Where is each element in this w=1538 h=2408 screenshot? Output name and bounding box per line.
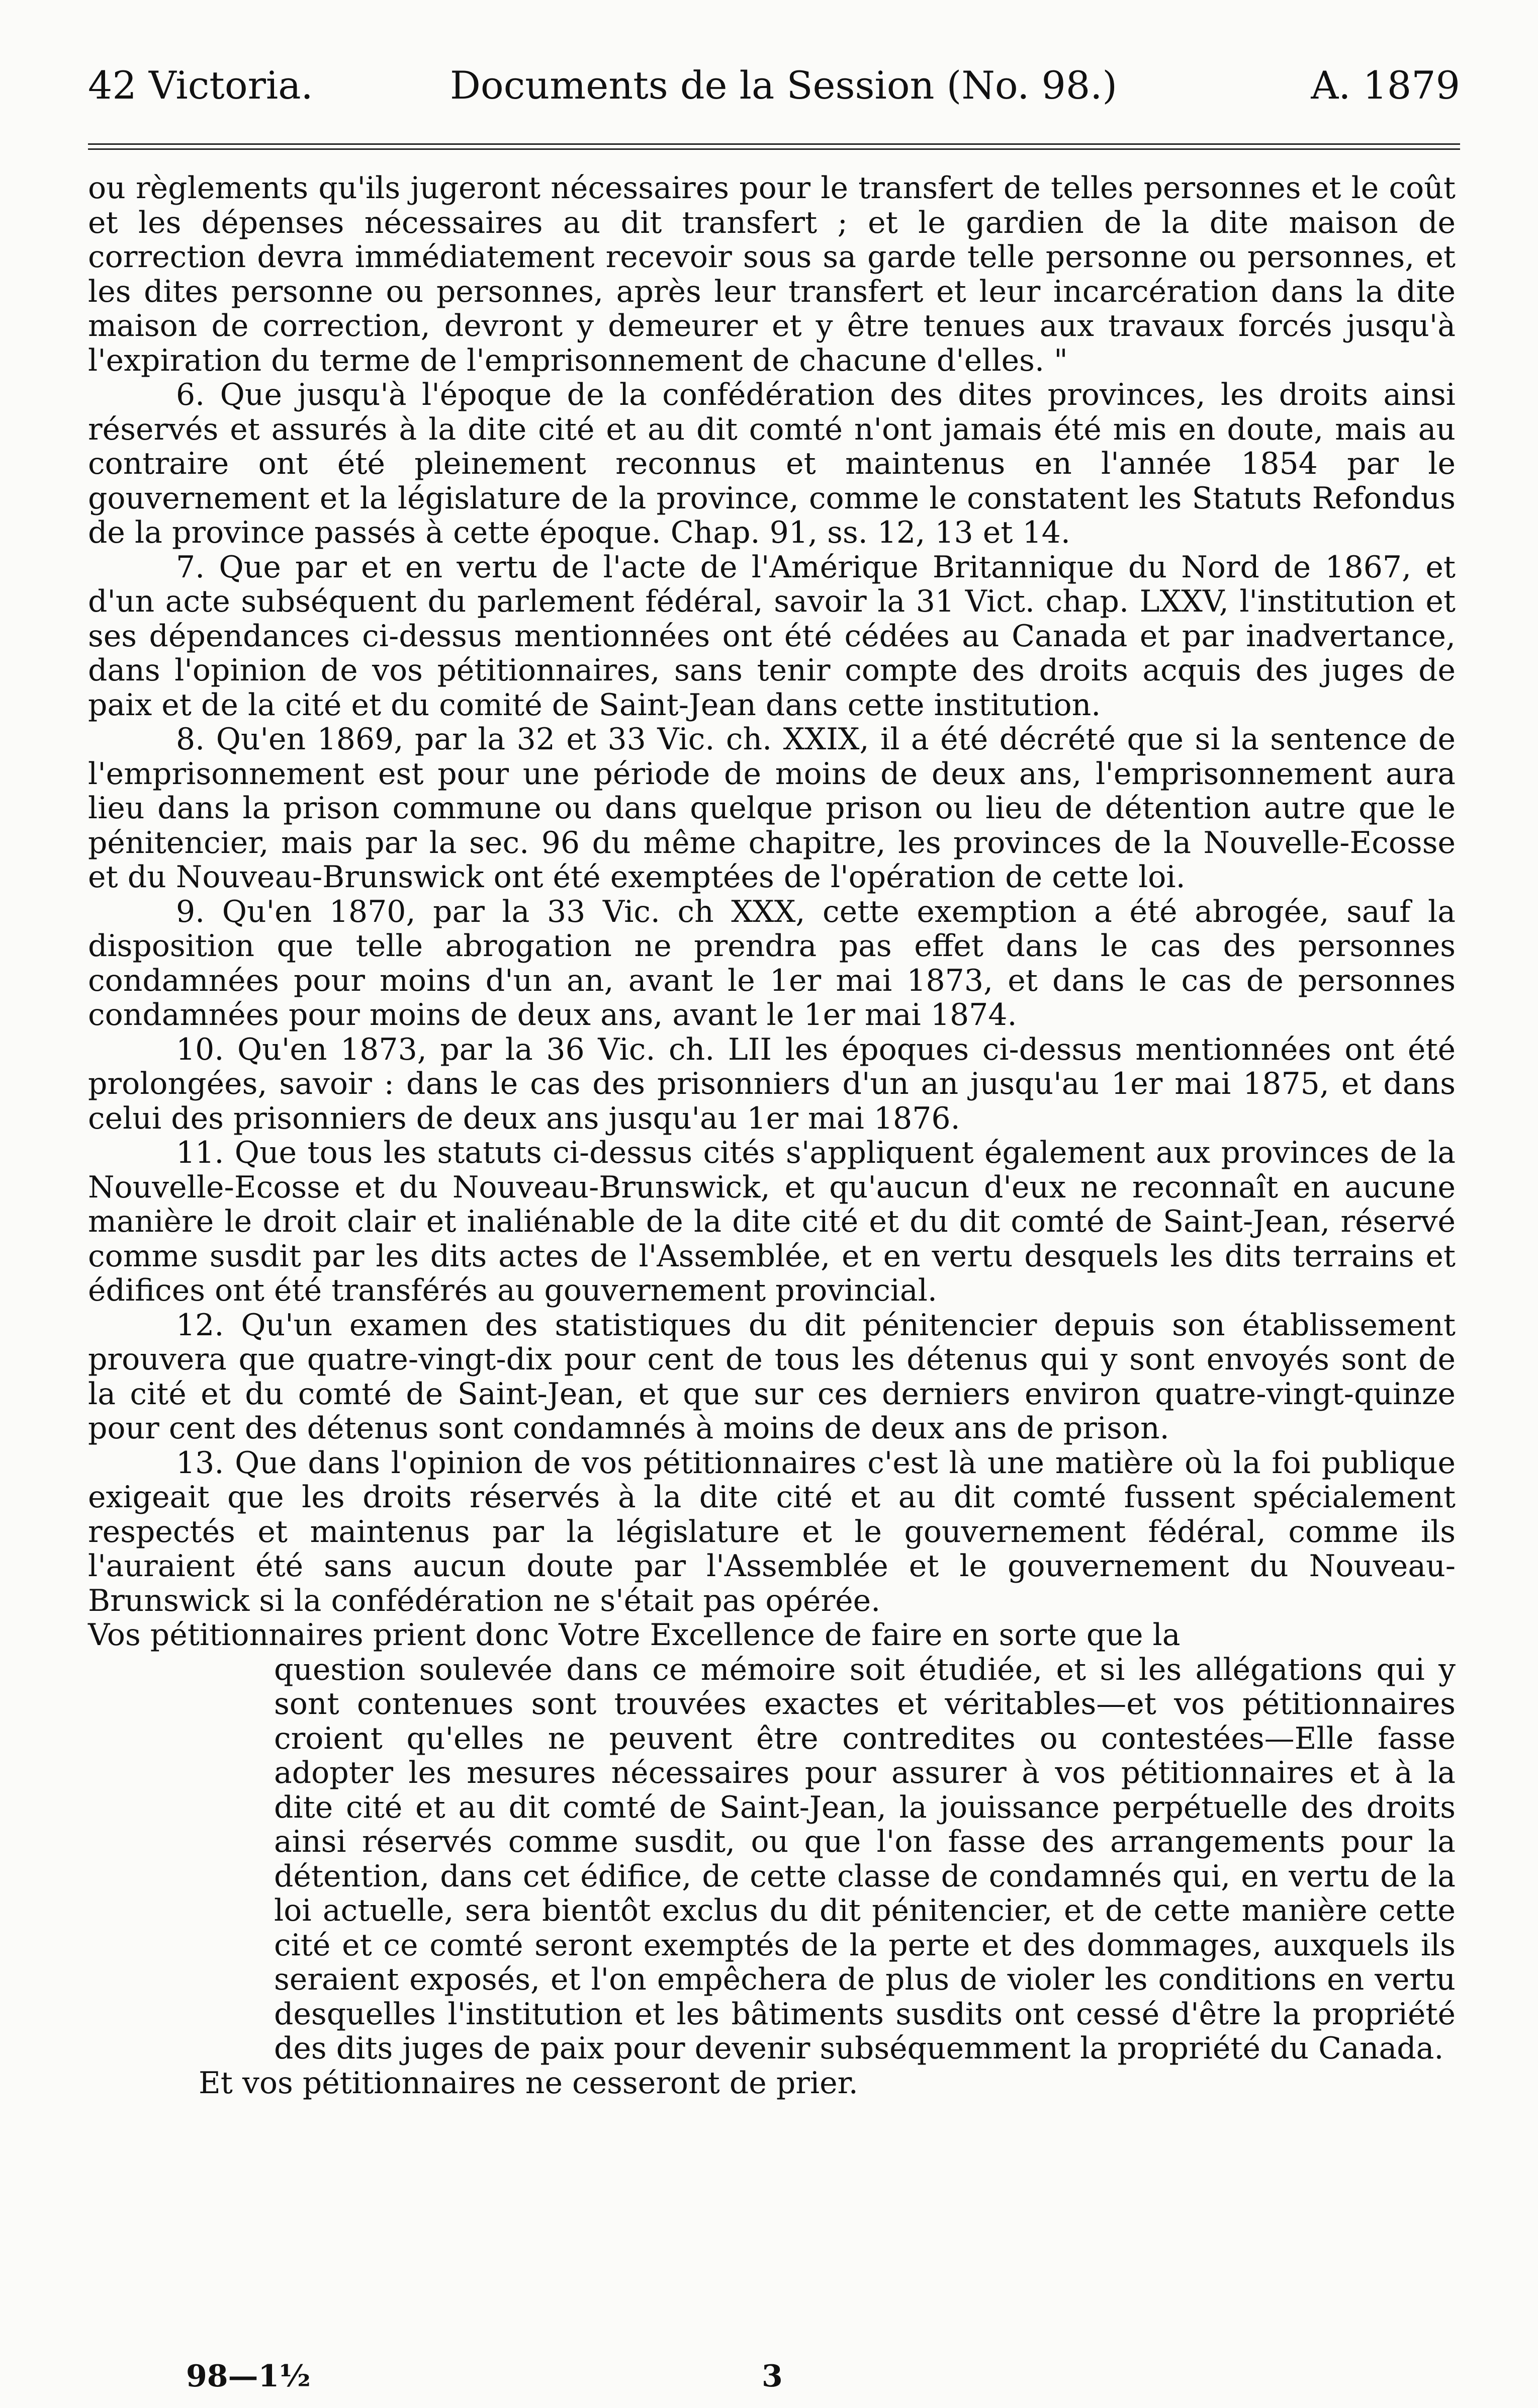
paragraph-intro: ou règlements qu'ils jugeront nécessaires pour le transfert de telles personnes et le coût et les dépenses nécessaires au dit transfert ; et le gardien de la dite maison de correction devra immédiatement recevoir sous sa garde telle personne ou personnes, et les dites personne ou personnes, après leur transfert et leur incarcération dans la dite maison de correction, devront y demeurer et y être tenues aux travaux forcés jusqu'à l'expiration du terme de l'emprisonnement de chacune d'elles. " — [88, 170, 1456, 378]
page-footer — [88, 2356, 1460, 2396]
closing-line: Et vos pétitionnaires ne cesseront de prier. — [199, 2065, 858, 2101]
header-rule — [88, 143, 1460, 150]
header-volume: 42 Victoria. — [88, 63, 313, 108]
header-title: Documents de la Session (No. 98.) — [450, 63, 1118, 108]
paragraph-11: 11. Que tous les statuts ci-dessus cités s'appliquent également aux provinces de la Nouvelle-Ecosse et du Nouveau-Brunswick, et qu'aucun d'eux ne reconnaît en aucune manière le droit clair et inaliénable de la dite cité et du dit comté de Saint-Jean, réservé comme susdit par les dits actes de l'Assemblée, et en vertu desquels les dits terrains et édifices ont été transférés au gouvernement provincial. — [88, 1135, 1456, 1308]
page-header — [88, 58, 1460, 113]
paragraph-13: 13. Que dans l'opinion de vos pétitionnaires c'est là une matière où la foi publique exigeait que les droits réservés à la dite cité et au dit comté fussent spécialement respectés et maintenus par la législature et le gouvernement fédéral, comme ils l'auraient été sans aucun doute par l'Assemblée et le gouvernement du Nouveau-Brunswick si la confédération ne s'était pas opérée. — [88, 1445, 1456, 1618]
paragraph-6: 6. Que jusqu'à l'époque de la confédération des dites provinces, les droits ainsi réservés et assurés à la dite cité et au dit comté n'ont jamais été mis en doute, mais au contraire ont été pleinement reconnus et maintenus en l'année 1854 par le gouvernement et la législature de la province, comme le constatent les Statuts Refondus de la province passés à cette époque. Chap. 91, ss. 12, 13 et 14. — [88, 377, 1456, 550]
paragraph-10: 10. Qu'en 1873, par la 36 Vic. ch. LII les époques ci-dessus mentionnées ont été prolongées, savoir : dans le cas des prisonniers d'un an jusqu'au 1er mai 1875, et dans celui des prisonniers de deux ans jusqu'au 1er mai 1876. — [88, 1031, 1456, 1136]
paragraph-12: 12. Qu'un examen des statistiques du dit pénitencier depuis son établissement prouvera que quatre-vingt-dix pour cent de tous les détenus qui y sont envoyés sont de la cité et du comté de Saint-Jean, et que sur ces derniers environ quatre-vingt-quinze pour cent des détenus sont condamnés à moins de deux ans de prison. — [88, 1307, 1456, 1446]
prayer-lead: Vos pétitionnaires prient donc Votre Excellence de faire en sorte que la — [88, 1617, 1181, 1653]
page-number: 3 — [762, 2359, 783, 2394]
paragraph-7: 7. Que par et en vertu de l'acte de l'Amérique Britannique du Nord de 1867, et d'un acte subséquent du parlement fédéral, savoir la 31 Vict. chap. LXXV, l'institution et ses dépendances ci-dessus mentionnées ont été cédées au Canada et par inadvertance, dans l'opinion de vos pétitionnaires, sans tenir compte des droits acquis des juges de paix et de la cité et du comité de Saint-Jean dans cette institution. — [88, 549, 1456, 723]
paragraph-8: 8. Qu'en 1869, par la 32 et 33 Vic. ch. XXIX, il a été décrété que si la sentence de l'emprisonnement est pour une période de moins de deux ans, l'emprisonnement aura lieu dans la prison commune ou dans quelque prison ou lieu de détention autre que le pénitencier, mais par la sec. 96 du même chapitre, les provinces de la Nouvelle-Ecosse et du Nouveau-Brunswick ont été exemptées de l'opération de cette loi. — [88, 722, 1456, 895]
prayer-body: question soulevée dans ce mémoire soit étudiée, et si les allégations qui y sont contenues sont trouvées exactes et véritables—et vos pétitionnaires croient qu'elles ne peuvent être contredites ou contestées—Elle fasse adopter les mesures nécessaires pour assurer à vos pétitionnaires et à la dite cité et au dit comté de Saint-Jean, la jouissance perpétuelle des droits ainsi réservés comme susdit, ou que l'on fasse des arrangements pour la détention, dans cet édifice, de cette classe de condamnés qui, en vertu de la loi actuelle, sera bientôt exclus du dit pénitencier, et de cette manière cette cité et ce comté seront exemptés de la perte et des dommages, auxquels ils seraient exposés, et l'on empêchera de plus de violer les conditions en vertu desquelles l'institution et les bâtiments susdits ont cessé d'être la propriété des dits juges de paix pour devenir subséquemment la propriété du Canada. — [274, 1652, 1456, 2066]
header-year: A. 1879 — [1311, 63, 1460, 108]
document-body — [88, 171, 1456, 2100]
paragraph-9: 9. Qu'en 1870, par la 33 Vic. ch XXX, cette exemption a été abrogée, sauf la disposition que telle abrogation ne prendra pas effet dans le cas des personnes condamnées pour moins d'un an, avant le 1er mai 1873, et dans le cas de personnes condamnées pour moins de deux ans, avant le 1er mai 1874. — [88, 894, 1456, 1033]
signature-mark: 98—1½ — [186, 2359, 311, 2394]
